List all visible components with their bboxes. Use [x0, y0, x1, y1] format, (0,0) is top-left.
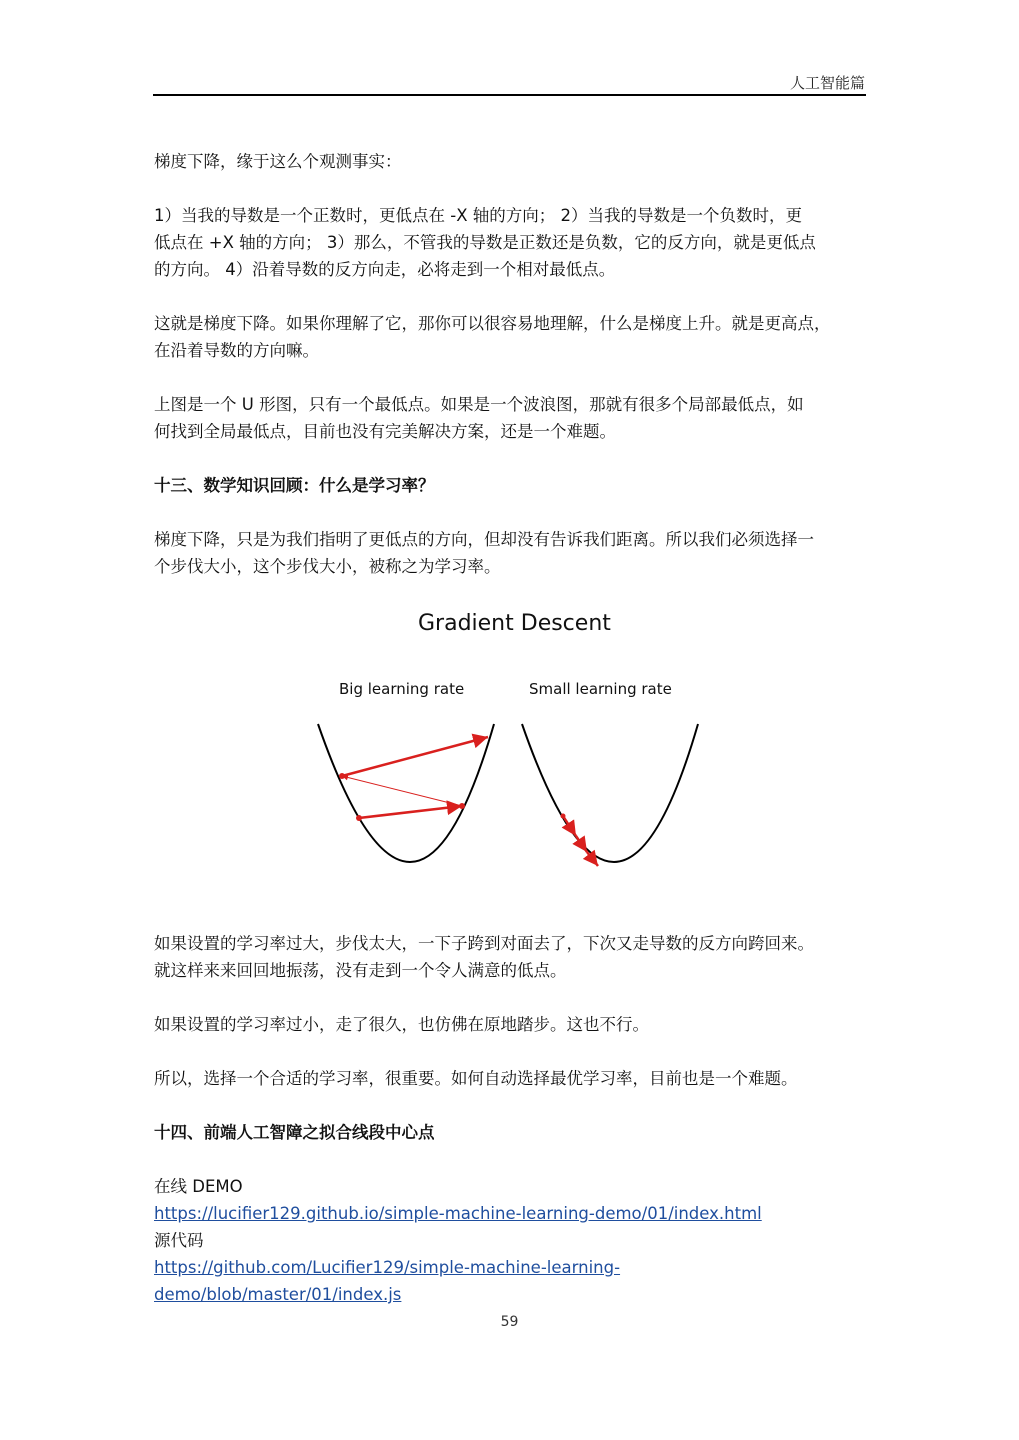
paragraph-observations-line-3: 的方向。 4）沿着导数的反方向走，必将走到一个相对最低点。	[154, 260, 616, 279]
big-learning-rate-label: Big learning rate	[339, 680, 465, 698]
header-title: 人工智能篇	[789, 74, 865, 92]
small-rate-step-1	[563, 816, 576, 836]
header-rule	[153, 94, 866, 96]
big-rate-curve	[318, 724, 494, 862]
demo-label: 在线 DEMO	[154, 1177, 243, 1196]
source-link[interactable]: https://github.com/Lucifier129/simple-machine-learning-demo/blob/master/01/index.js	[154, 1258, 621, 1304]
big-rate-point-2	[459, 803, 465, 809]
paragraph-gradient-ascent-line-1: 这就是梯度下降。如果你理解了它，那你可以很容易地理解，什么是梯度上升。就是更高点，	[154, 314, 831, 333]
figure-title: Gradient Descent	[418, 611, 611, 636]
source-label: 源代码	[154, 1231, 204, 1250]
small-learning-rate-label: Small learning rate	[529, 680, 672, 698]
paragraph-observations-line-2: 低点在 +X 轴的方向； 3）那么，不管我的导数是正数还是负数，它的反方向，就是更低点	[154, 233, 816, 252]
paragraph-observations-line-1: 1）当我的导数是一个正数时，更低点在 -X 轴的方向； 2）当我的导数是一个负数时，更	[154, 206, 802, 225]
small-rate-curve	[522, 724, 698, 862]
paragraph-large-rate-line-1: 如果设置的学习率过大，步伐太大，一下子跨到对面去了，下次又走导数的反方向跨回来。	[154, 934, 814, 953]
paragraph-intro: 梯度下降，缘于这么个观测事实：	[154, 152, 402, 171]
small-rate-point-1	[561, 814, 566, 819]
paragraph-choose-rate: 所以，选择一个合适的学习率，很重要。如何自动选择最优学习率，目前也是一个难题。	[154, 1069, 798, 1088]
page-content	[154, 148, 866, 1308]
paragraph-learning-rate-line-2: 个步伐大小，这个步伐大小，被称之为学习率。	[154, 557, 501, 576]
paragraph-u-shape-line-1: 上图是一个 U 形图，只有一个最低点。如果是一个波浪图，那就有很多个局部最低点，如	[154, 395, 804, 414]
paragraph-gradient-ascent-line-2: 在沿着导数的方向嘛。	[154, 341, 319, 360]
big-rate-point-3	[339, 773, 345, 779]
paragraph-small-rate: 如果设置的学习率过小，走了很久，也仿佛在原地踏步。这也不行。	[154, 1015, 649, 1034]
big-rate-step-2	[342, 776, 462, 806]
big-rate-step-1	[359, 806, 462, 818]
big-rate-step-3	[342, 737, 488, 776]
demo-link[interactable]: https://lucifier129.github.io/simple-machine-learning-demo/01/index.html	[154, 1204, 762, 1223]
gradient-descent-figure	[154, 580, 866, 930]
paragraph-large-rate-line-2: 就这样来来回回地振荡，没有走到一个令人满意的低点。	[154, 961, 567, 980]
big-rate-point-1	[356, 815, 362, 821]
paragraph-learning-rate-line-1: 梯度下降，只是为我们指明了更低点的方向，但却没有告诉我们距离。所以我们必须选择一	[154, 530, 814, 549]
small-rate-step-2	[576, 836, 587, 852]
page-number: 59	[500, 1314, 519, 1330]
section-heading-13: 十三、数学知识回顾：什么是学习率？	[154, 476, 435, 495]
section-heading-14: 十四、前端人工智障之拟合线段中心点	[154, 1123, 435, 1142]
paragraph-u-shape-line-2: 何找到全局最低点，目前也没有完美解决方案，还是一个难题。	[154, 422, 616, 441]
